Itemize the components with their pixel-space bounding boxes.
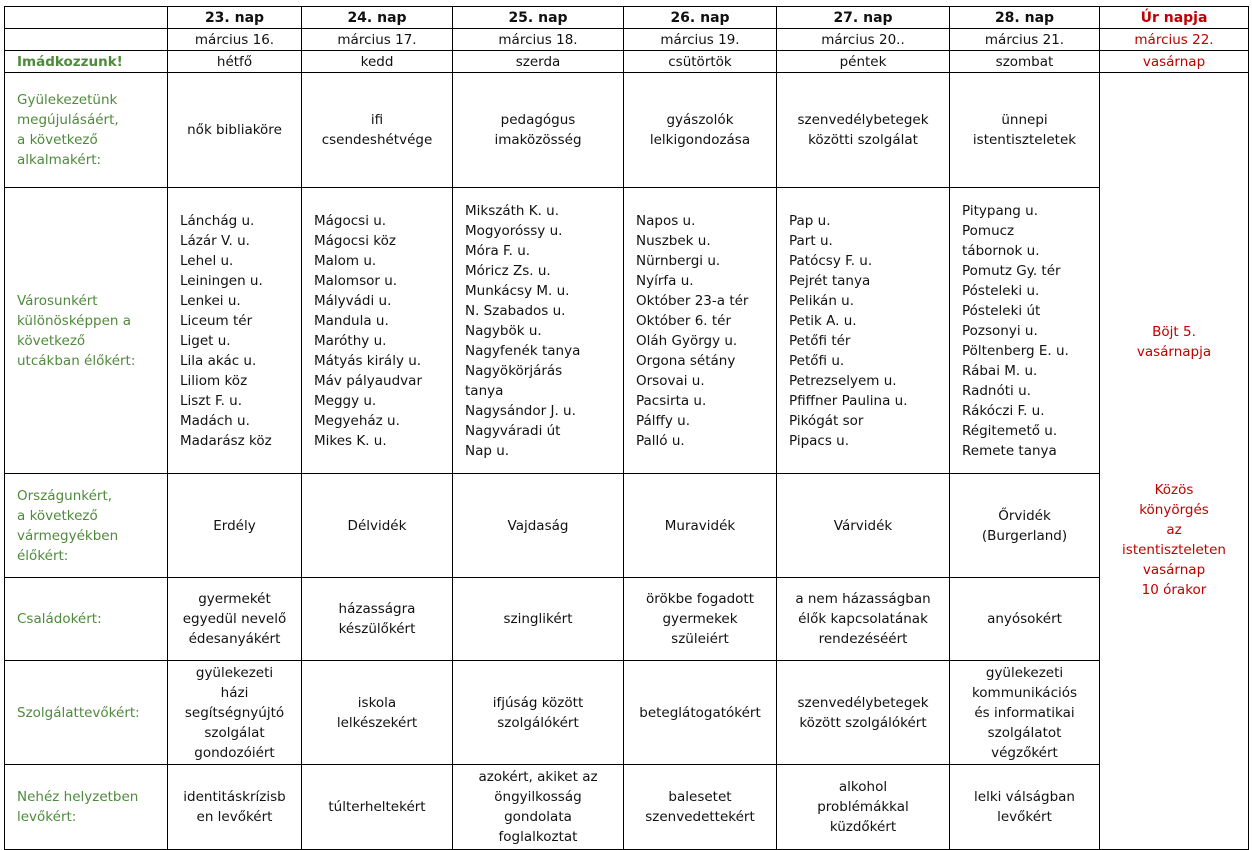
- church-cell: [168, 73, 302, 188]
- family-cell: [624, 578, 777, 661]
- text-line: Családokért:: [17, 611, 102, 627]
- text-line: en levőkért: [196, 809, 273, 825]
- church-cell: [624, 73, 777, 188]
- text-line: Nagysándor J. u.: [465, 402, 576, 419]
- text-line: szenvedélybetegek: [797, 694, 929, 711]
- text-line: foglalkoztat: [498, 829, 578, 845]
- text-line: Rábai M. u.: [962, 362, 1038, 379]
- text-line: Lenkei u.: [180, 292, 241, 309]
- family-row: [5, 578, 1249, 661]
- text-line: öngyilkosság: [494, 789, 582, 805]
- text-line: Városunkért: [17, 292, 98, 309]
- hardship-cell: [168, 765, 302, 850]
- row-label: [5, 474, 168, 578]
- church-cell: [302, 73, 453, 188]
- servant-cell: [777, 661, 950, 765]
- day-label: 25. nap: [453, 7, 624, 29]
- text-line: Megyeház u.: [314, 412, 400, 429]
- hardship-cell: [624, 765, 777, 850]
- text-line: csendeshétvége: [321, 132, 433, 148]
- text-line: Meggy u.: [314, 392, 377, 409]
- text-line: Pap u.: [789, 212, 831, 229]
- date-cell: március 18.: [453, 29, 624, 51]
- text-line: Pikógát sor: [789, 412, 864, 429]
- text-line: anyósokért: [987, 611, 1062, 627]
- text-line: beteglátogatókért: [639, 704, 761, 721]
- text-line: Móra F. u.: [465, 242, 531, 259]
- lent-note: [1103, 322, 1245, 362]
- day-label: 26. nap: [624, 7, 777, 29]
- church-cell: [453, 73, 624, 188]
- prayer-heading: Imádkozzunk!: [5, 51, 168, 73]
- text-line: levőkért: [997, 809, 1052, 825]
- text-line: gondolata: [504, 809, 572, 825]
- date-row: [5, 29, 1249, 51]
- city-row: [5, 188, 1249, 474]
- date-cell: március 17.: [302, 29, 453, 51]
- text-line: istentiszteletek: [972, 132, 1077, 148]
- prayer-table: [4, 6, 1249, 850]
- region-cell: [453, 474, 624, 578]
- text-line: Pósteleki u.: [962, 282, 1040, 299]
- date-cell: március 16.: [168, 29, 302, 51]
- text-line: Pacsirta u.: [636, 392, 707, 409]
- text-line: egyedül nevelő: [182, 611, 287, 627]
- text-line: Nyírfa u.: [636, 272, 694, 289]
- text-line: Orsovai u.: [636, 372, 705, 389]
- text-line: lelki válságban: [974, 789, 1075, 805]
- text-line: alkalmakért:: [17, 152, 102, 168]
- text-line: Petőfi u.: [789, 352, 845, 369]
- text-line: Régitemető u.: [962, 422, 1058, 439]
- text-line: Erdély: [213, 517, 256, 534]
- servant-cell: [168, 661, 302, 765]
- street-list: [624, 188, 777, 474]
- sunday-spacer: [1103, 362, 1245, 480]
- region-cell: [302, 474, 453, 578]
- row-label: [5, 661, 168, 765]
- hardship-row: [5, 765, 1249, 850]
- text-line: Part u.: [789, 232, 833, 249]
- corner-cell: [5, 7, 168, 29]
- text-line: azokért, akiket az: [478, 769, 598, 785]
- text-line: szolgálókért: [497, 714, 579, 731]
- text-line: szolgálatot: [987, 724, 1062, 741]
- prayer-schedule: [4, 6, 1249, 850]
- text-line: imaközösség: [494, 132, 582, 148]
- text-line: Madách u.: [180, 412, 250, 429]
- text-line: Radnóti u.: [962, 382, 1031, 399]
- text-line: 10 órakor: [1141, 582, 1207, 598]
- text-line: vasárnap: [1142, 562, 1206, 578]
- day-label: 27. nap: [777, 7, 950, 29]
- text-line: Remete tanya: [962, 442, 1057, 459]
- text-line: Őrvidék: [998, 507, 1051, 524]
- servant-cell: [624, 661, 777, 765]
- text-line: szüleiért: [671, 631, 729, 647]
- text-line: élők kapcsolatának: [798, 611, 928, 627]
- street-list: [302, 188, 453, 474]
- text-line: Munkácsy M. u.: [465, 282, 570, 299]
- street-list: [168, 188, 302, 474]
- weekday-cell: péntek: [777, 51, 950, 73]
- text-line: Muravidék: [664, 517, 736, 534]
- text-line: a következő: [17, 132, 98, 148]
- sunday-weekday-cell: vasárnap: [1100, 51, 1249, 73]
- region-cell: [777, 474, 950, 578]
- text-line: Mályvádi u.: [314, 292, 392, 309]
- text-line: Leiningen u.: [180, 272, 263, 289]
- hardship-cell: [950, 765, 1100, 850]
- text-line: közötti szolgálat: [808, 132, 918, 148]
- text-line: Szolgálattevőkért:: [17, 704, 140, 721]
- text-line: a nem házasságban: [795, 591, 931, 607]
- text-line: Petrezselyem u.: [789, 372, 897, 389]
- text-line: Liceum tér: [180, 312, 253, 329]
- text-line: megújulásáért,: [17, 112, 119, 128]
- text-line: Petőfi tér: [789, 332, 851, 349]
- text-line: Október 23-a tér: [636, 292, 749, 309]
- weekday-row: [5, 51, 1249, 73]
- text-line: Móricz Zs. u.: [465, 262, 551, 279]
- common-prayer-note: [1103, 480, 1245, 600]
- text-line: végzőkért: [991, 744, 1058, 761]
- sunday-date-cell: március 22.: [1100, 29, 1249, 51]
- text-line: Patócsy F. u.: [789, 252, 873, 269]
- text-line: házasságra: [338, 601, 416, 617]
- text-line: házi: [220, 684, 249, 701]
- text-line: Palló u.: [636, 432, 685, 449]
- text-line: Mogyoróssy u.: [465, 222, 563, 239]
- text-line: Nagybök u.: [465, 322, 542, 339]
- text-line: a következő: [17, 507, 98, 524]
- text-line: élőkért:: [17, 547, 69, 564]
- row-label: [5, 188, 168, 474]
- text-line: szenvedélybetegek: [797, 112, 929, 128]
- text-line: ünnepi: [1001, 112, 1048, 128]
- text-line: gyülekezeti: [985, 664, 1064, 681]
- weekday-cell: szerda: [453, 51, 624, 73]
- text-line: Liszt F. u.: [180, 392, 243, 409]
- text-line: gondozóiért: [194, 744, 275, 761]
- text-line: Nagyváradi út: [465, 422, 561, 439]
- family-cell: [777, 578, 950, 661]
- hardship-cell: [302, 765, 453, 850]
- text-line: Nagyökörjárás: [465, 362, 563, 379]
- day-label: 23. nap: [168, 7, 302, 29]
- text-line: Nürnbergi u.: [636, 252, 721, 269]
- street-list: [777, 188, 950, 474]
- text-line: gyülekezeti: [195, 664, 274, 681]
- row-label: [5, 765, 168, 850]
- text-line: Pomutz Gy. tér: [962, 262, 1061, 279]
- text-line: Nehéz helyzetben: [17, 789, 139, 805]
- text-line: Napos u.: [636, 212, 696, 229]
- text-line: szinglikért: [503, 611, 573, 627]
- region-cell: [950, 474, 1100, 578]
- text-line: Nagyfenék tanya: [465, 342, 581, 359]
- date-cell: március 20..: [777, 29, 950, 51]
- text-line: (Burgerland): [981, 527, 1068, 544]
- text-line: Pálffy u.: [636, 412, 690, 429]
- text-line: lelkészekért: [336, 714, 418, 731]
- text-line: identitáskrízisb: [183, 789, 286, 805]
- text-line: istentiszteleten: [1122, 542, 1226, 558]
- text-line: vasárnapja: [1136, 344, 1212, 360]
- text-line: Lázár V. u.: [180, 232, 250, 249]
- text-line: Pejrét tanya: [789, 272, 871, 289]
- family-cell: [302, 578, 453, 661]
- text-line: Pomucz: [962, 222, 1015, 239]
- text-line: örökbe fogadott: [645, 591, 755, 607]
- hardship-cell: [453, 765, 624, 850]
- text-line: segítségnyújtó: [184, 704, 285, 721]
- text-line: Liget u.: [180, 332, 231, 349]
- text-line: utcákban élőkért:: [17, 352, 136, 369]
- text-line: Maróthy u.: [314, 332, 387, 349]
- region-cell: [624, 474, 777, 578]
- text-line: Pfiffner Paulina u.: [789, 392, 908, 409]
- text-line: nők bibliaköre: [187, 122, 282, 138]
- weekday-cell: csütörtök: [624, 51, 777, 73]
- date-row-corner: [5, 29, 168, 51]
- day-label: 24. nap: [302, 7, 453, 29]
- text-line: problémákkal: [817, 799, 909, 815]
- text-line: Várvidék: [833, 517, 893, 534]
- text-line: édesanyákért: [188, 631, 281, 647]
- text-line: Országunkért,: [17, 487, 113, 504]
- text-line: túlterheltekért: [328, 799, 426, 815]
- country-row: [5, 474, 1249, 578]
- text-line: szenvedettekért: [645, 809, 755, 825]
- text-line: Vajdaság: [507, 517, 569, 534]
- text-line: Liliom köz: [180, 372, 248, 389]
- text-line: Nuszbek u.: [636, 232, 711, 249]
- text-line: Mikes K. u.: [314, 432, 387, 449]
- text-line: Madarász köz: [180, 432, 272, 449]
- text-line: pedagógus: [500, 112, 576, 128]
- text-line: iskola: [357, 694, 397, 711]
- church-row: [5, 73, 1249, 188]
- text-line: Oláh György u.: [636, 332, 738, 349]
- date-cell: március 21.: [950, 29, 1100, 51]
- text-line: Böjt 5.: [1152, 324, 1196, 340]
- text-line: lelkigondozása: [649, 132, 751, 148]
- text-line: Közös: [1154, 482, 1194, 498]
- church-cell: [950, 73, 1100, 188]
- text-line: Délvidék: [347, 517, 407, 534]
- text-line: között szolgálókért: [799, 714, 927, 731]
- text-line: Október 6. tér: [636, 312, 732, 329]
- text-line: Malomsor u.: [314, 272, 398, 289]
- weekday-cell: szombat: [950, 51, 1100, 73]
- text-line: készülőkért: [338, 621, 416, 637]
- servants-row: [5, 661, 1249, 765]
- text-line: Rákóczi F. u.: [962, 402, 1045, 419]
- text-line: különösképpen a: [17, 312, 132, 329]
- text-line: Pitypang u.: [962, 202, 1038, 219]
- text-line: küzdőkért: [829, 819, 897, 835]
- text-line: Pöltenberg E. u.: [962, 342, 1069, 359]
- servant-cell: [453, 661, 624, 765]
- date-cell: március 19.: [624, 29, 777, 51]
- text-line: Mátyás király u.: [314, 352, 422, 369]
- text-line: Gyülekezetünk: [17, 92, 118, 108]
- text-line: Lila akác u.: [180, 352, 257, 369]
- text-line: Mágocsi köz: [314, 232, 396, 249]
- text-line: Lehel u.: [180, 252, 234, 269]
- sunday-merged-cell: [1100, 73, 1249, 850]
- sunday-label: Úr napja: [1100, 7, 1249, 29]
- text-line: N. Szabados u.: [465, 302, 566, 319]
- text-line: rendezéséért: [818, 631, 908, 647]
- hardship-cell: [777, 765, 950, 850]
- text-line: Mágocsi u.: [314, 212, 387, 229]
- text-line: kommunikációs: [971, 684, 1078, 701]
- text-line: alkohol: [838, 779, 888, 795]
- text-line: balesetet: [668, 789, 732, 805]
- text-line: és informatikai: [974, 704, 1075, 721]
- text-line: tanya: [465, 382, 504, 399]
- row-label: [5, 73, 168, 188]
- text-line: Lánchág u.: [180, 212, 255, 229]
- church-cell: [777, 73, 950, 188]
- weekday-cell: kedd: [302, 51, 453, 73]
- text-line: gyászolók: [666, 112, 734, 128]
- servant-cell: [950, 661, 1100, 765]
- text-line: tábornok u.: [962, 242, 1040, 259]
- row-label: [5, 578, 168, 661]
- street-list: [453, 188, 624, 474]
- text-line: az: [1166, 522, 1182, 538]
- family-cell: [168, 578, 302, 661]
- text-line: Pipacs u.: [789, 432, 850, 449]
- region-cell: [168, 474, 302, 578]
- family-cell: [453, 578, 624, 661]
- day-number-row: [5, 7, 1249, 29]
- text-line: gyermekek: [662, 611, 738, 627]
- text-line: levőkért:: [17, 809, 77, 825]
- family-cell: [950, 578, 1100, 661]
- text-line: Orgona sétány: [636, 352, 736, 369]
- text-line: Malom u.: [314, 252, 377, 269]
- day-label: 28. nap: [950, 7, 1100, 29]
- weekday-cell: hétfő: [168, 51, 302, 73]
- servant-cell: [302, 661, 453, 765]
- text-line: Pelikán u.: [789, 292, 855, 309]
- text-line: következő: [17, 332, 86, 349]
- text-line: Nap u.: [465, 442, 510, 459]
- text-line: Mandula u.: [314, 312, 389, 329]
- text-line: Petik A. u.: [789, 312, 857, 329]
- text-line: gyermekét: [198, 591, 271, 607]
- text-line: ifjúság között: [492, 694, 584, 711]
- text-line: Mikszáth K. u.: [465, 202, 560, 219]
- text-line: Pósteleki út: [962, 302, 1041, 319]
- text-line: könyörgés: [1139, 502, 1209, 518]
- text-line: vármegyékben: [17, 527, 119, 544]
- street-list: [950, 188, 1100, 474]
- text-line: szolgálat: [204, 724, 265, 741]
- text-line: ifi: [370, 112, 384, 128]
- text-line: Pozsonyi u.: [962, 322, 1038, 339]
- text-line: Máv pályaudvar: [314, 372, 422, 389]
